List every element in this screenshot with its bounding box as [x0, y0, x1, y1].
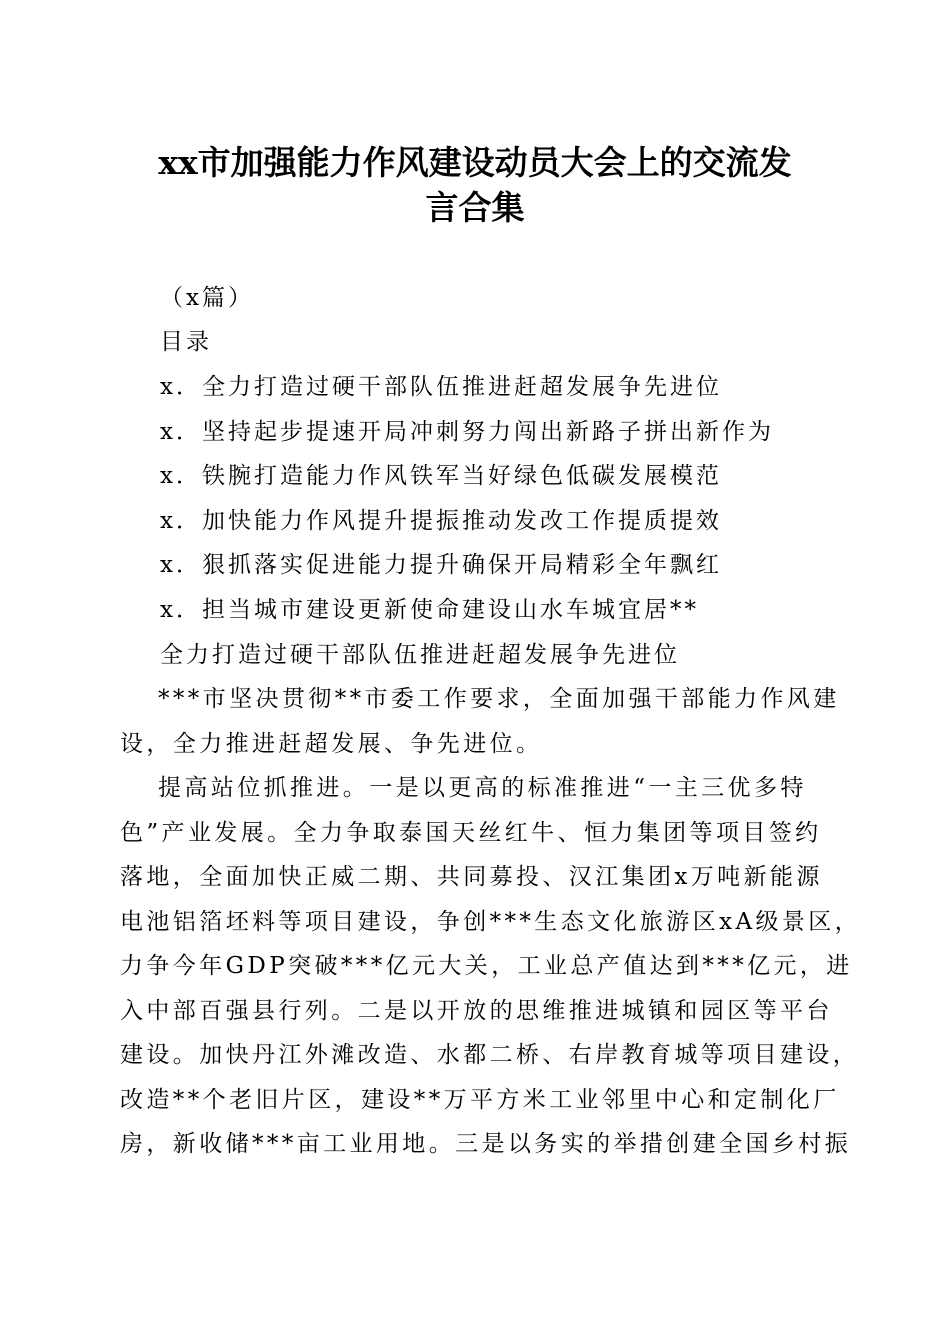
paragraph-2-line: 落地，全面加快正威二期、共同募投、汉江集团x万吨新能源	[120, 864, 823, 890]
toc-heading: 目录	[160, 329, 212, 355]
toc-item: x．铁腕打造能力作风铁军当好绿色低碳发展模范	[160, 463, 722, 489]
paragraph-2-line: 力争今年GDP突破***亿元大关，工业总产值达到***亿元，进	[120, 953, 853, 979]
paragraph-2-line: 房，新收储***亩工业用地。三是以务实的举措创建全国乡村振	[120, 1131, 852, 1157]
toc-item: x．全力打造过硬干部队伍推进赶超发展争先进位	[160, 374, 722, 400]
paragraph-2-line: 色”产业发展。全力争取泰国天丝红牛、恒力集团等项目签约	[120, 820, 822, 846]
section-heading: 全力打造过硬干部队伍推进赶超发展争先进位	[160, 642, 680, 668]
paragraph-2-line: 建设。加快丹江外滩改造、水都二桥、右岸教育城等项目建设，	[120, 1042, 860, 1068]
paragraph-2-line: 入中部百强县行列。二是以开放的思维推进城镇和园区等平台	[120, 998, 833, 1024]
toc-item: x．坚持起步提速开局冲刺努力闯出新路子拼出新作为	[160, 419, 774, 445]
toc-item: x．加快能力作风提升提振推动发改工作提质提效	[160, 508, 722, 534]
toc-item: x．担当城市建设更新使命建设山水车城宜居**	[160, 597, 699, 623]
document-title	[120, 140, 830, 230]
paragraph-2-line: 提高站位抓推进。一是以更高的标准推进“一主三优多特	[158, 775, 807, 801]
title-line-1: xx市加强能力作风建设动员大会上的交流发	[158, 143, 792, 182]
title-line-2: 言合集	[425, 188, 525, 227]
article-count: （x篇）	[160, 285, 254, 311]
toc-item: x．狠抓落实促进能力提升确保开局精彩全年飘红	[160, 552, 722, 578]
paragraph-2-line: 改造**个老旧片区，建设**万平方米工业邻里中心和定制化厂	[120, 1087, 840, 1113]
paragraph-1-line: ***市坚决贯彻**市委工作要求，全面加强干部能力作风建	[158, 686, 840, 712]
paragraph-2-line: 电池铝箔坯料等项目建设，争创***生态文化旅游区xA级景区，	[120, 909, 862, 935]
paragraph-1-line: 设，全力推进赶超发展、争先进位。	[120, 731, 543, 757]
